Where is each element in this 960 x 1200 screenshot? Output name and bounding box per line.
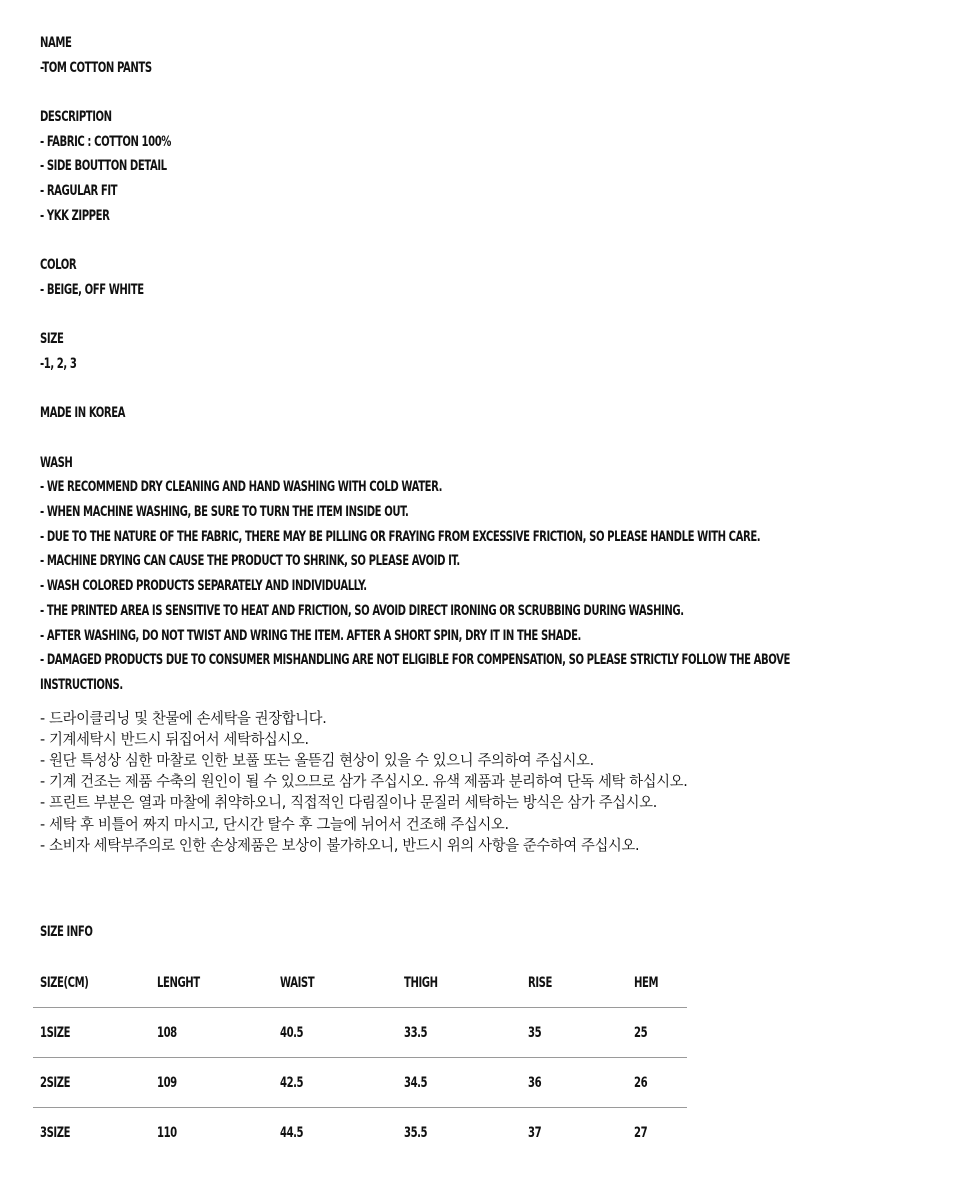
table-row: [33, 1008, 687, 1058]
table-cell: 35.5: [404, 1124, 428, 1141]
size-value: -1, 2, 3: [40, 355, 77, 372]
description-section: [40, 105, 920, 228]
table-cell: 40.5: [280, 1024, 304, 1041]
table-cell: 109: [157, 1074, 177, 1091]
table-row: [33, 1108, 687, 1158]
table-cell: 25: [634, 1024, 648, 1041]
product-name: -TOM COTTON PANTS: [40, 59, 152, 76]
table-header-cell: LENGHT: [157, 974, 200, 991]
description-item: - RAGULAR FIT: [40, 183, 118, 200]
table-cell: 108: [157, 1024, 177, 1041]
wash-korean-item: - 세탁 후 비틀어 짜지 마시고, 단시간 탈수 후 그늘에 뉘어서 건조해 주십시오.: [40, 814, 509, 833]
wash-section: [40, 451, 920, 698]
table-cell: 35: [528, 1024, 542, 1041]
name-section: [40, 31, 920, 80]
table-cell: 27: [634, 1124, 648, 1141]
wash-korean-section: [40, 708, 876, 856]
product-info: [40, 31, 920, 856]
table-header-cell: SIZE(CM): [40, 974, 89, 991]
size-section: [40, 327, 920, 376]
size-heading: SIZE: [40, 331, 64, 348]
wash-korean-item: - 드라이클리닝 및 찬물에 손세탁을 권장합니다.: [40, 708, 327, 727]
table-header-cell: WAIST: [280, 974, 315, 991]
description-item: - YKK ZIPPER: [40, 207, 110, 224]
table-header-cell: THIGH: [404, 974, 438, 991]
wash-korean-item: - 기계 건조는 제품 수축의 원인이 될 수 있으므로 삼가 주십시오. 유색 제품과 분리하여 단독 세탁 하십시오.: [40, 772, 688, 791]
description-item: - SIDE BOUTTON DETAIL: [40, 158, 167, 175]
size-table: [33, 958, 687, 1157]
wash-korean-item: - 소비자 세탁부주의로 인한 손상제품은 보상이 불가하오니, 반드시 위의 사항을 준수하여 주십시오.: [40, 835, 640, 854]
size-info-title: SIZE INFO: [40, 924, 93, 940]
table-cell: 37: [528, 1124, 542, 1141]
wash-item: - THE PRINTED AREA IS SENSITIVE TO HEAT AND FRICTION, SO AVOID DIRECT IRONING OR SCRUBBING DURING WASHING.: [40, 602, 684, 619]
wash-korean-item: - 프린트 부분은 열과 마찰에 취약하오니, 직접적인 다림질이나 문질러 세탁하는 방식은 삼가 주십시오.: [40, 793, 657, 812]
wash-heading: WASH: [40, 454, 73, 471]
table-cell: 3SIZE: [40, 1124, 71, 1141]
table-cell: 110: [157, 1124, 177, 1141]
table-cell: 42.5: [280, 1074, 304, 1091]
table-row: [33, 1058, 687, 1108]
table-cell: 34.5: [404, 1074, 428, 1091]
wash-korean-item: - 원단 특성상 심한 마찰로 인한 보풀 또는 올뜯김 현상이 있을 수 있으니 주의하여 주십시오.: [40, 750, 594, 769]
wash-item: - WE RECOMMEND DRY CLEANING AND HAND WASHING WITH COLD WATER.: [40, 479, 443, 496]
wash-korean-item: - 기계세탁시 반드시 뒤집어서 세탁하십시오.: [40, 729, 309, 748]
table-header-cell: RISE: [528, 974, 552, 991]
name-heading: NAME: [40, 35, 72, 51]
wash-item: INSTRUCTIONS.: [40, 676, 123, 693]
description-item: - FABRIC : COTTON 100%: [40, 133, 171, 150]
wash-item: - DUE TO THE NATURE OF THE FABRIC, THERE MAY BE PILLING OR FRAYING FROM EXCESSIVE FRICTION, SO PLEASE HANDLE WITH CARE.: [40, 528, 761, 545]
color-section: [40, 253, 920, 302]
table-cell: 2SIZE: [40, 1074, 71, 1091]
origin-section: [40, 401, 920, 426]
color-heading: COLOR: [40, 257, 77, 274]
table-cell: 44.5: [280, 1124, 304, 1141]
wash-item: - WASH COLORED PRODUCTS SEPARATELY AND INDIVIDUALLY.: [40, 578, 367, 595]
wash-item: - MACHINE DRYING CAN CAUSE THE PRODUCT TO SHRINK, SO PLEASE AVOID IT.: [40, 553, 460, 570]
wash-item: - DAMAGED PRODUCTS DUE TO CONSUMER MISHANDLING ARE NOT ELIGIBLE FOR COMPENSATION, SO PLEASE STRICTLY FOLLOW THE ABOVE: [40, 652, 790, 669]
color-value: - BEIGE, OFF WHITE: [40, 281, 144, 298]
table-header-cell: HEM: [634, 974, 659, 991]
origin-text: MADE IN KOREA: [40, 405, 126, 422]
description-heading: DESCRIPTION: [40, 109, 112, 126]
table-cell: 36: [528, 1074, 542, 1091]
table-header-row: [33, 958, 687, 1008]
wash-item: - WHEN MACHINE WASHING, BE SURE TO TURN THE ITEM INSIDE OUT.: [40, 504, 409, 521]
table-cell: 26: [634, 1074, 648, 1091]
table-cell: 33.5: [404, 1024, 428, 1041]
wash-item: - AFTER WASHING, DO NOT TWIST AND WRING THE ITEM. AFTER A SHORT SPIN, DRY IT IN THE SHADE.: [40, 627, 581, 644]
table-cell: 1SIZE: [40, 1024, 71, 1041]
